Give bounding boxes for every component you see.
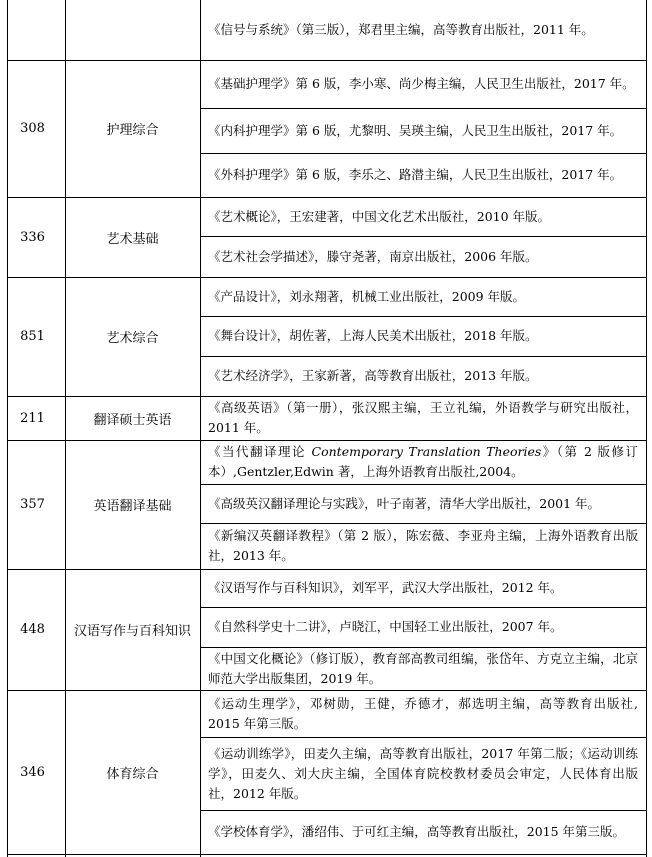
book-text: 《艺术概论》，王宏建著，中国文化艺术出版社，2010 年版。 [208, 208, 551, 224]
book-text: 《基础护理学》第 6 版，李小寒、尚少梅主编，人民卫生出版社，2017 年。 [208, 76, 635, 91]
book-entry [200, 236, 646, 277]
book-entry [200, 60, 646, 108]
book-entry [200, 690, 646, 737]
english-title: Contemporary Translation Theories [311, 444, 542, 459]
subject-name: 英语翻译基础 [93, 499, 172, 514]
subject-name: 艺术综合 [106, 331, 159, 346]
subject-code: 308 [20, 121, 45, 136]
subject-name: 翻译硕士英语 [93, 412, 172, 428]
book-text: 《汉语写作与百科知识》，刘军平，武汉大学出版社，2012 年。 [208, 580, 563, 595]
book-text: 《外科护理学》第 6 版，李乐之、路潜主编，人民卫生出版社，2017 年。 [208, 167, 623, 182]
subject-name: 体育综合 [106, 766, 159, 782]
book-text: 《高级英语》（第一册），张汉熙主编，王立礼编，外语教学与研究出版社，2011 年。 [208, 400, 638, 435]
book-text: 《信号与系统》（第三版），郑君里主编，高等教育出版社，2011 年。 [208, 22, 594, 37]
table-border-bottom [7, 854, 647, 855]
subject-code: 448 [20, 622, 45, 637]
subject-code: 336 [20, 229, 45, 245]
book-entry [200, 647, 646, 690]
book-text: 《产品设计》，刘永翔著，机械工业出版社，2009 年版。 [208, 288, 526, 304]
book-entry [200, 108, 646, 153]
book-entry [200, 523, 646, 569]
book-entry [200, 277, 646, 316]
book-text: 《艺术经济学》，王家新著，高等教育出版社，2013 年版。 [208, 368, 538, 383]
book-text: 《运动生理学》，邓树勋，王健，乔德才，郝选明主编，高等教育出版社, 2015 年第三版。 [208, 695, 638, 731]
subject-name: 护理综合 [106, 123, 159, 138]
book-text: 《艺术社会学描述》，滕守尧著，南京出版社，2006 年版。 [208, 248, 538, 264]
subject-code: 211 [20, 410, 45, 426]
subject-code: 346 [20, 764, 45, 780]
book-entry [200, 484, 646, 523]
book-entry [200, 607, 646, 647]
book-text: 《内科护理学》第 6 版，尤黎明、吴瑛主编，人民卫生出版社，2017 年。 [208, 122, 623, 138]
book-text: 《中国文化概论》（修订版），教育部高教司组编，张岱年、方克立主编，北京师范大学出版集团，2019 年。 [208, 650, 638, 686]
book-text: 《学校体育学》，潘绍伟、于可红主编，高等教育出版社，2015 年第三版。 [208, 824, 626, 839]
book-text: 《高级英汉翻译理论与实践》，叶子南著，清华大学出版社，2001 年。 [208, 495, 601, 511]
book-entry [200, 810, 646, 854]
book-entry [200, 396, 646, 440]
book-text: 《舞台设计》，胡佐著，上海人民美术出版社，2018 年版。 [208, 328, 538, 343]
book-entry [200, 737, 646, 810]
book-entry [200, 440, 646, 484]
table-border-right [646, 0, 647, 857]
book-text: 《自然科学史十二讲》，卢晓江，中国轻工业出版社，2007 年。 [208, 619, 563, 634]
book-entry [200, 356, 646, 396]
book-text: 《新编汉英翻译教程》（第 2 版），陈宏薇、李亚舟主编，上海外语教育出版社，2013 年。 [208, 528, 638, 563]
book-entry [200, 153, 646, 197]
book-entry [200, 316, 646, 356]
book-text: 《运动训练学》，田麦久主编，高等教育出版社，2017 年第二版；《运动训练学》，田麦久、刘大庆主编，全国体育院校教材委员会审定，人民体育出版社，2012 年版。 [208, 745, 638, 801]
subject-name: 艺术基础 [106, 231, 159, 247]
subject-name: 汉语写作与百科知识 [73, 624, 191, 639]
book-entry [200, 569, 646, 607]
book-entry [200, 197, 646, 236]
book-entry [200, 0, 646, 60]
subject-code: 851 [20, 329, 45, 344]
book-text: 《当代翻译理论 Contemporary Translation Theories》（第 2 版修订本）,Gentzler,Edwin 著，上海外语教育出版社,2004。 [208, 444, 638, 479]
subject-code: 357 [20, 497, 45, 512]
